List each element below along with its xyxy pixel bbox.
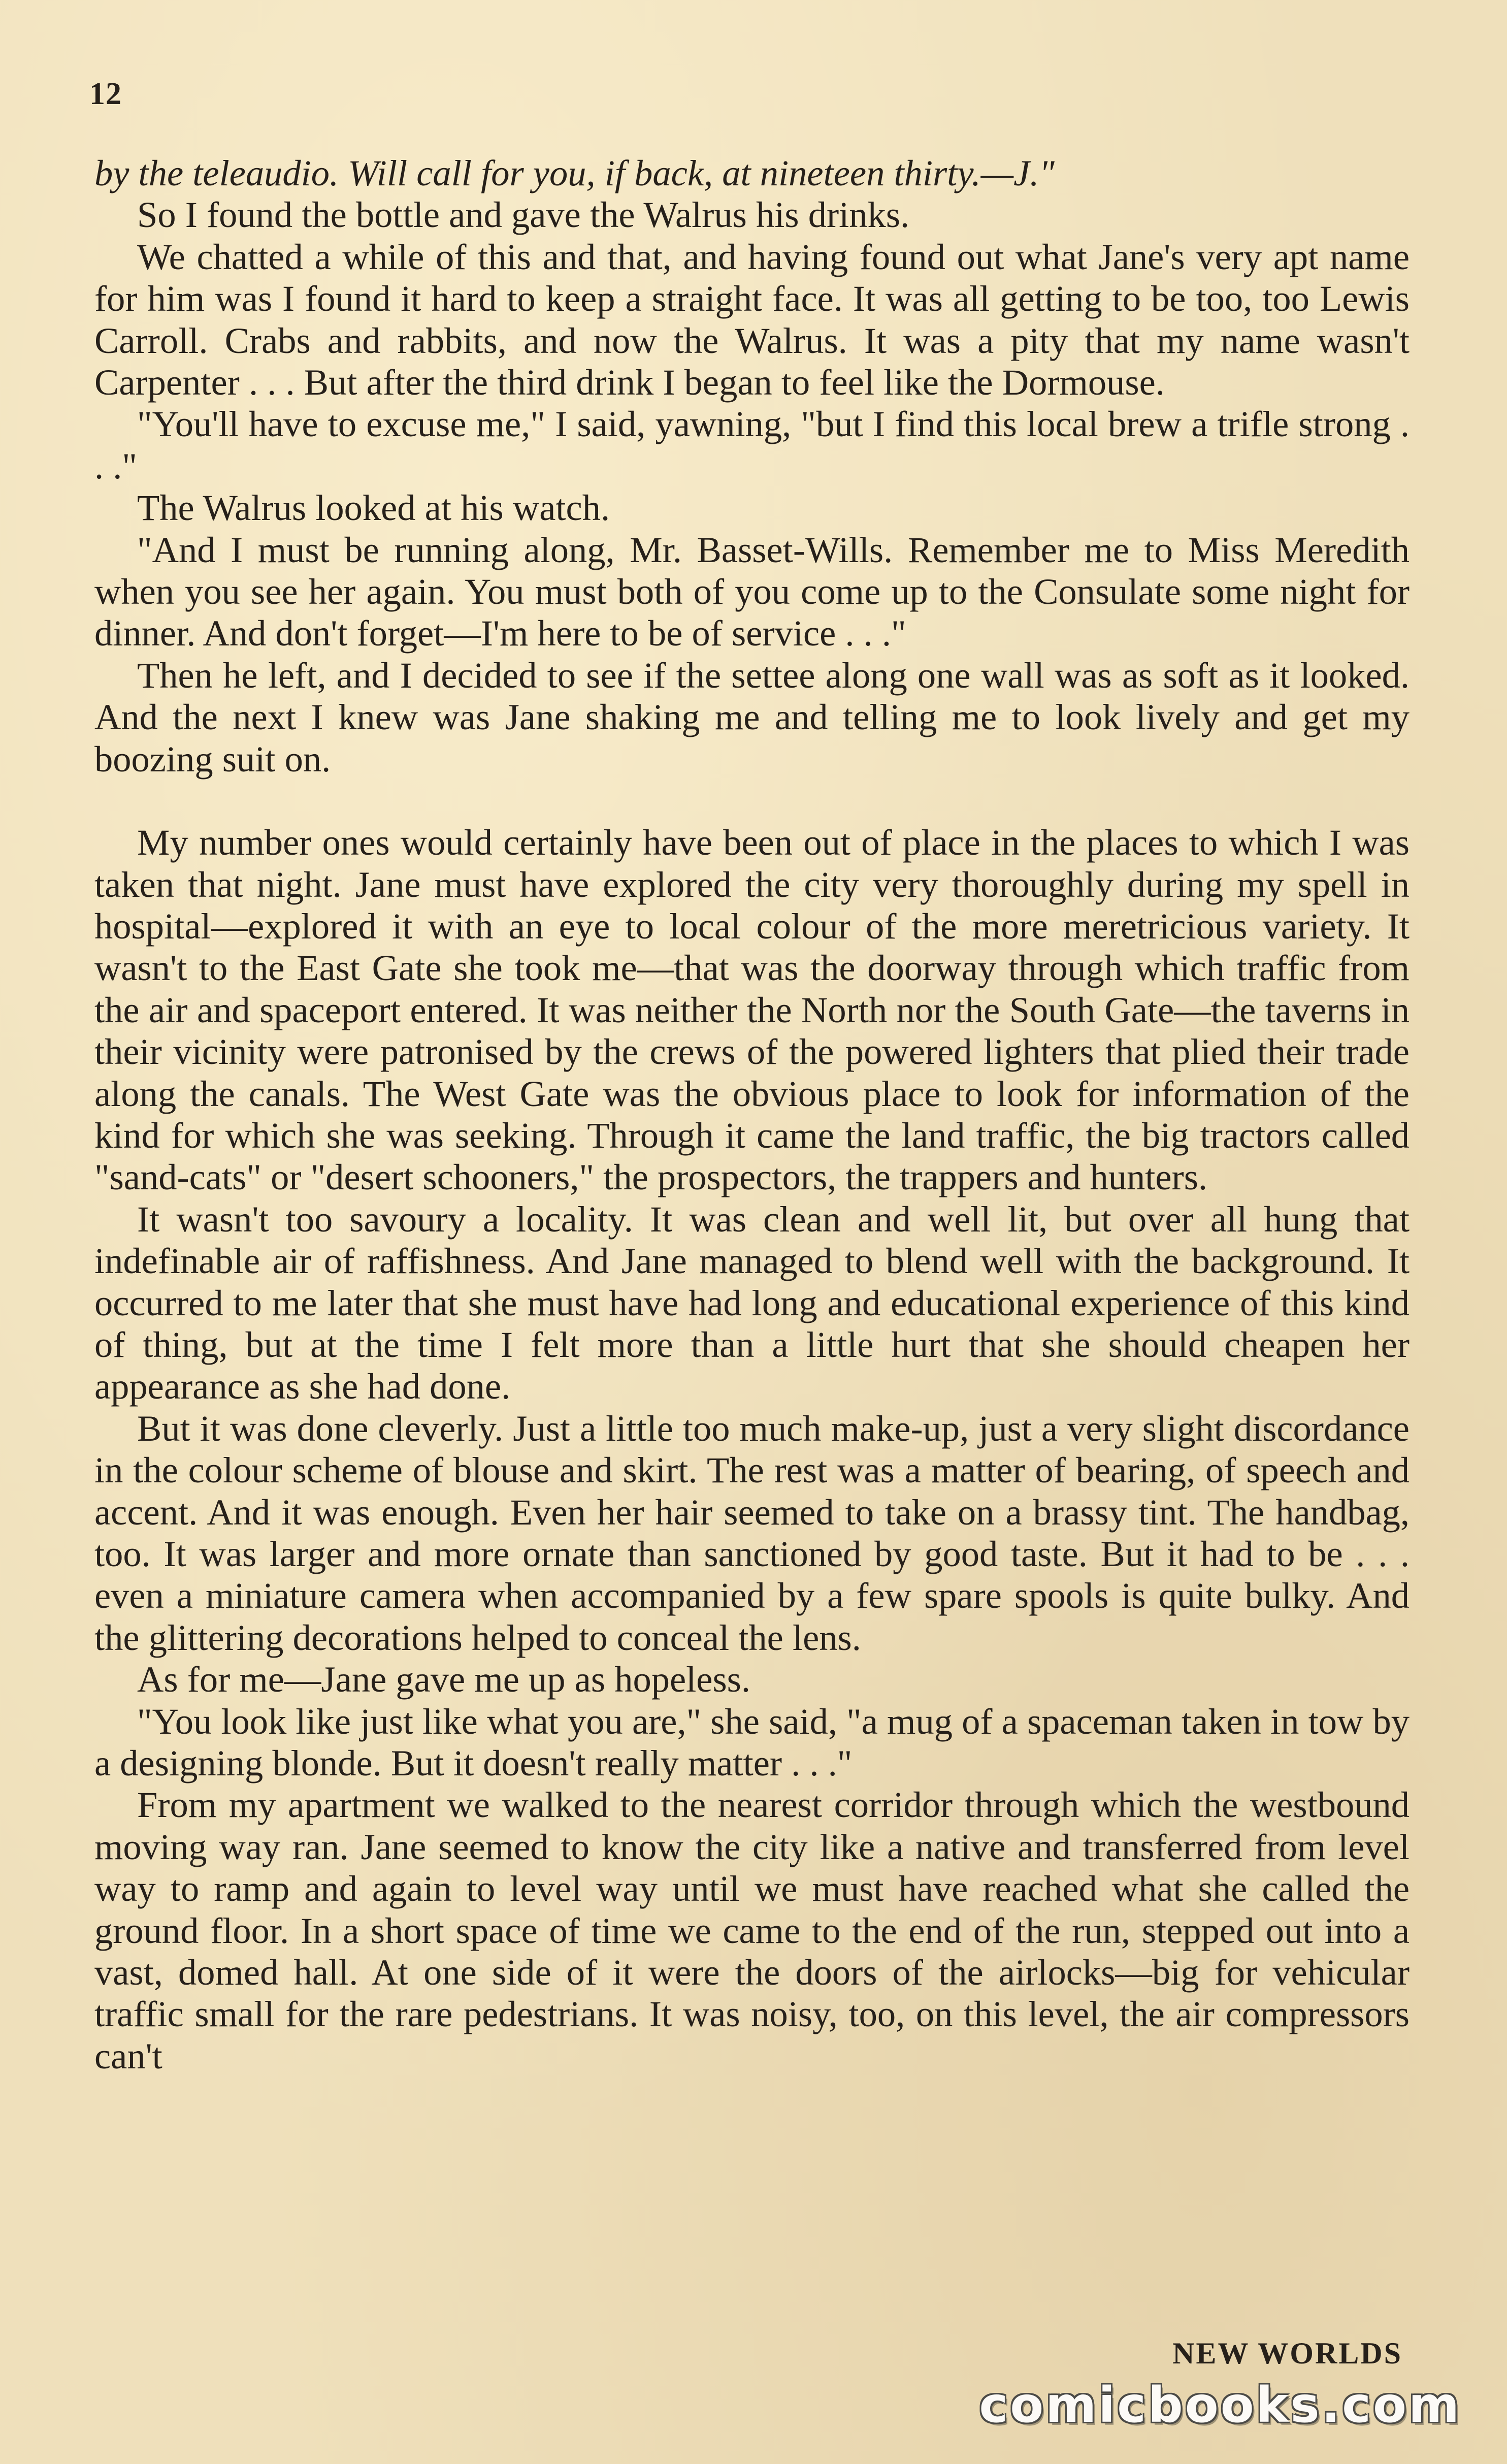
paragraph: The Walrus looked at his watch. [137, 487, 610, 529]
paragraph: "You look like just like what you are," she said, "a mug of a spaceman taken in tow by a designing blonde. But it doesn't really matter . . ." [94, 1700, 1410, 1784]
body-text [94, 152, 1410, 2077]
paragraph: It wasn't too savoury a locality. It was clean and well lit, but over all hung that indefinable air of raffishness. And Jane managed to blend well with the background. It occurred to me later that she must have had long and educational experience of this kind of thing, but at the time I felt more than a little hurt that she should cheapen her appearance as she had done. [94, 1198, 1410, 1407]
paragraph: by the teleaudio. Will call for you, if back, at nineteen thirty.—J." [94, 152, 1055, 193]
paragraph: So I found the bottle and gave the Walrus his drinks. [137, 194, 910, 236]
paragraph: We chatted a while of this and that, and having found out what Jane's very apt name for him was I found it hard to keep a straight face. It was all getting to be too, too Lewis Carroll. Crabs and rabbits, and now the Walrus. It was a pity that my name wasn't Carpenter . . . But after the third drink I began to feel like the Dormouse. [94, 236, 1410, 403]
paragraph: Then he left, and I decided to see if the settee along one wall was as soft as it looked. And the next I knew was Jane shaking me and telling me to look lively and get my boozing suit on. [94, 654, 1410, 780]
page-number: 12 [89, 77, 122, 111]
paragraph: But it was done cleverly. Just a little too much make-up, just a very slight discordance in the colour scheme of blouse and skirt. The rest was a matter of bearing, of speech and accent. And it was enough. Even her hair seemed to take on a brassy tint. The handbag, too. It was larger and more ornate than sanctioned by good taste. But it had to be . . . even a miniature camera when accompanied by a few spare spools is quite bulky. And the glittering decorations helped to conceal the lens. [94, 1407, 1410, 1658]
paragraph: As for me—Jane gave me up as hopeless. [137, 1659, 751, 1700]
magazine-name-footer: NEW WORLDS [1172, 2337, 1402, 2370]
paragraph: From my apartment we walked to the nearest corridor through which the westbound moving way ran. Jane seemed to know the city like a native and transferred from level way to ramp and again to level way until we must have reached what she called the ground floor. In a short space of time we came to the end of the run, stepped out into a vast, domed hall. At one side of it were the doors of the airlocks—big for vehicular traffic small for the rare pedestrians. It was noisy, too, on this level, the air compressors can't [94, 1784, 1410, 2077]
paragraph: "And I must be running along, Mr. Basset-Wills. Remember me to Miss Meredith when you see her again. You must both of you come up to the Consulate some night for dinner. And don't forget—I'm here to be of service . . ." [94, 529, 1410, 654]
paragraph: "You'll have to excuse me," I said, yawning, "but I find this local brew a trifle strong . . ." [94, 403, 1410, 487]
watermark: comicbooks.com [979, 2377, 1461, 2434]
paragraph: My number ones would certainly have been out of place in the places to which I was taken that night. Jane must have explored the city very thoroughly during my spell in hospital—explored it with an eye to local colour of the more meretricious variety. It wasn't to the East Gate she took me—that was the doorway through which traffic from the air and spaceport entered. It was neither the North nor the South Gate—the taverns in their vicinity were patronised by the crews of the powered lighters that plied their trade along the canals. The West Gate was the obvious place to look for information of the kind for which she was seeking. Through it came the land traffic, the big tractors called "sand-cats" or "desert schooners," the prospectors, the trappers and hunters. [94, 822, 1410, 1198]
